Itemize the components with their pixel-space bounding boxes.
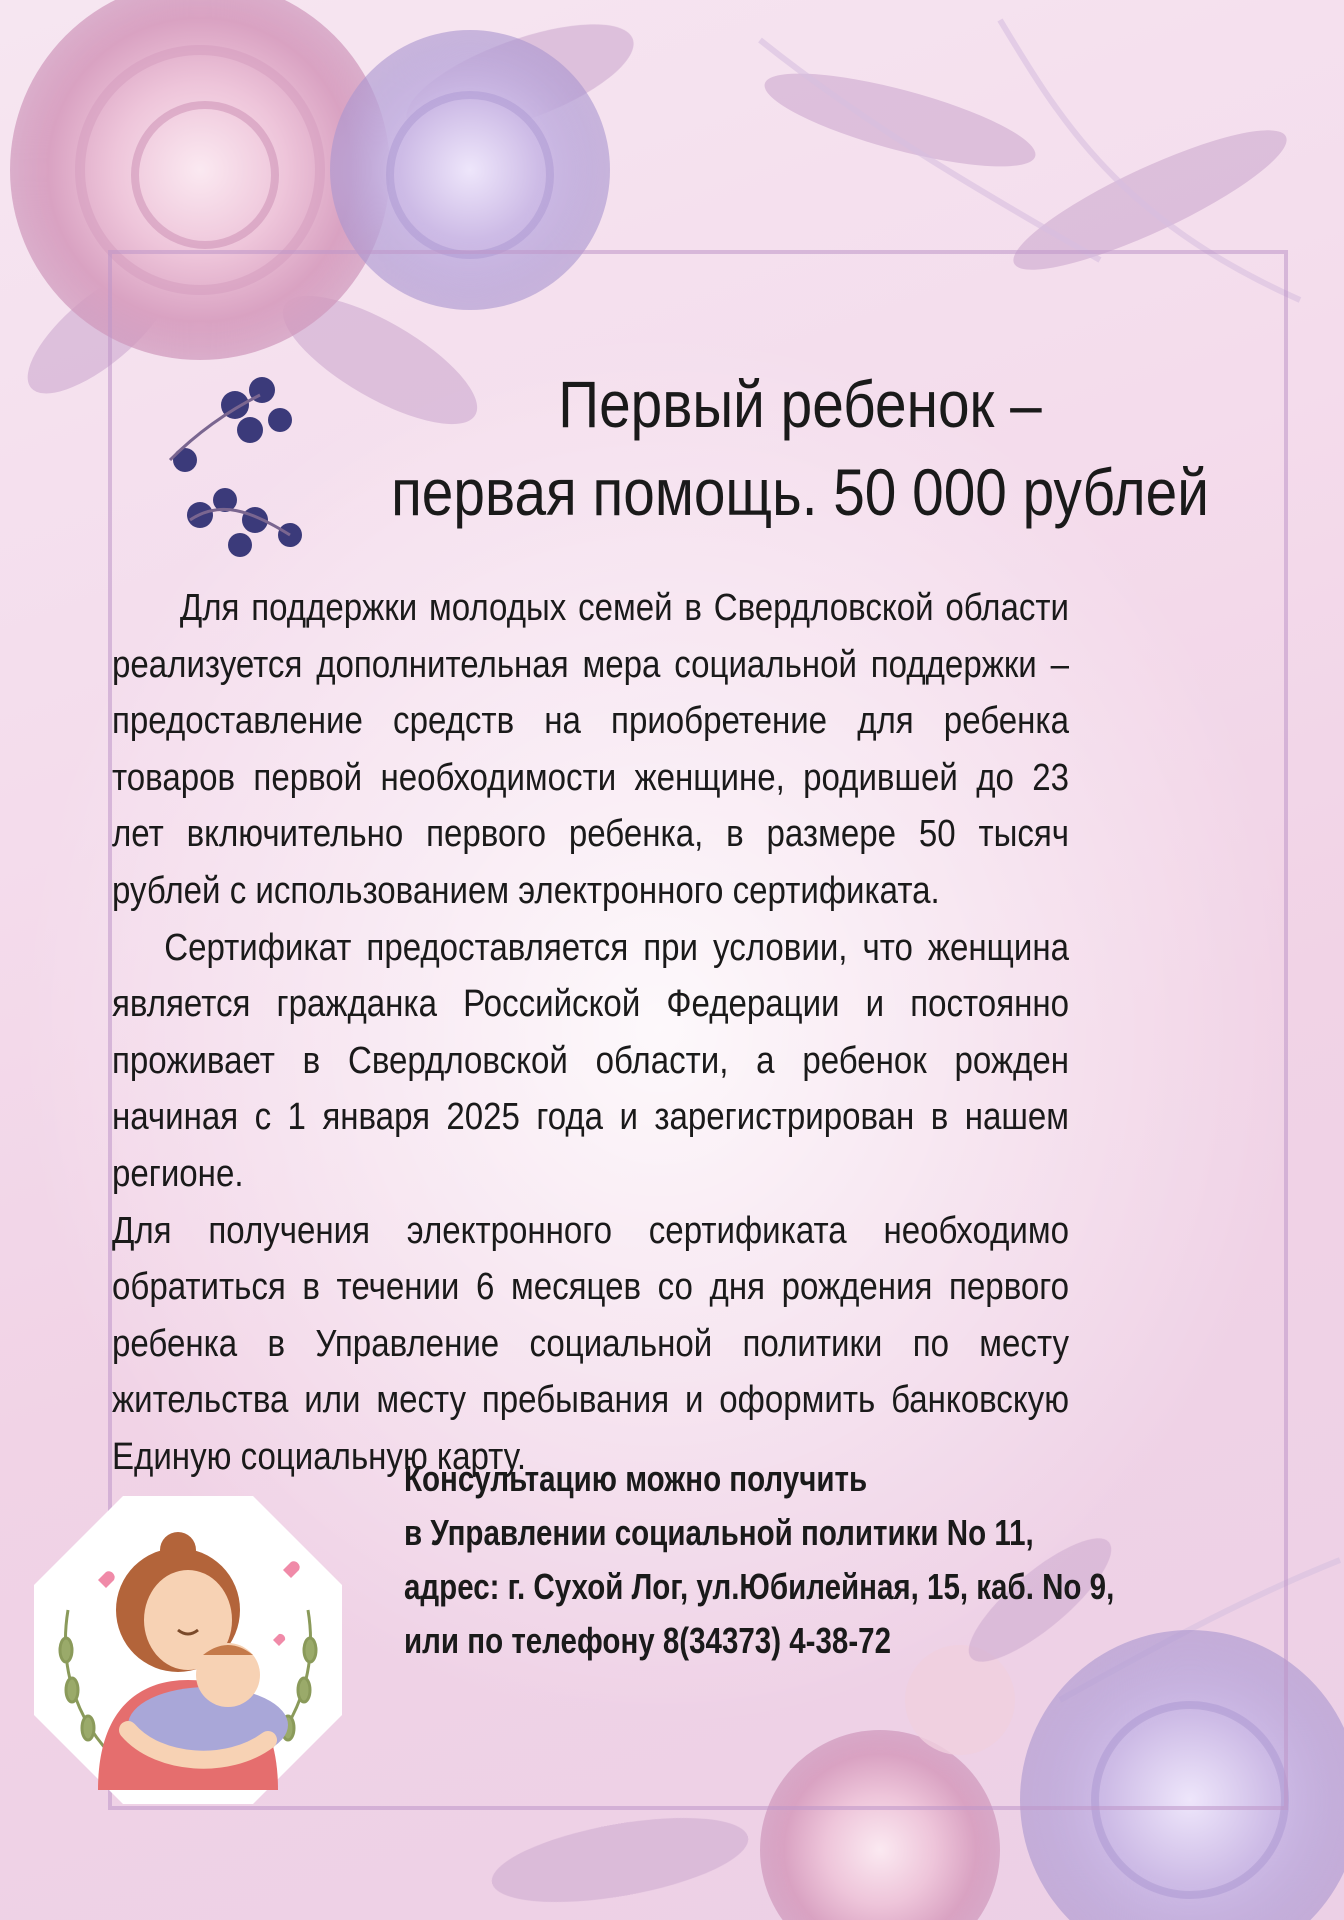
- title-line-1: Первый ребенок –: [558, 367, 1042, 441]
- contact-block: [404, 1452, 1224, 1668]
- paragraph-conditions: Сертификат предоставляется при условии, что женщина является гражданка Российской Федерации и постоянно проживает в Свердловской области, а ребенок рожден начиная с 1 января 2025 года и зарегистрирован в нашем регионе.: [112, 926, 1069, 1195]
- contact-phone: или по телефону 8(34373) 4-38-72: [404, 1620, 892, 1661]
- body-text: [112, 580, 1069, 1486]
- contact-line-1: Консультацию можно получить: [404, 1458, 868, 1499]
- mother-with-baby-icon: [28, 1490, 348, 1810]
- paragraph-support: Для поддержки молодых семей в Свердловской области реализуется дополнительная мера социальной поддержки – предоставление средств на приобретение для ребенка товаров первой необходимости женщине, родившей до 23 лет включительно первого ребенка, в размере 50 тысяч рублей с использованием электронного сертификата.: [112, 587, 1070, 912]
- paragraph-how-to-apply: Для получения электронного сертификата необходимо обратиться в течении 6 месяцев со дня рождения первого ребенка в Управление социальной политики по месту жительства или месту пребывания и оформить банковскую Единую социальную карту.: [112, 1209, 1069, 1478]
- page-title: [370, 360, 1230, 536]
- contact-address: адрес: г. Сухой Лог, ул.Юбилейная, 15, каб. No 9,: [404, 1566, 1115, 1607]
- title-line-2: первая помощь. 50 000 рублей: [391, 455, 1209, 529]
- contact-line-2: в Управлении социальной политики No 11,: [404, 1512, 1034, 1553]
